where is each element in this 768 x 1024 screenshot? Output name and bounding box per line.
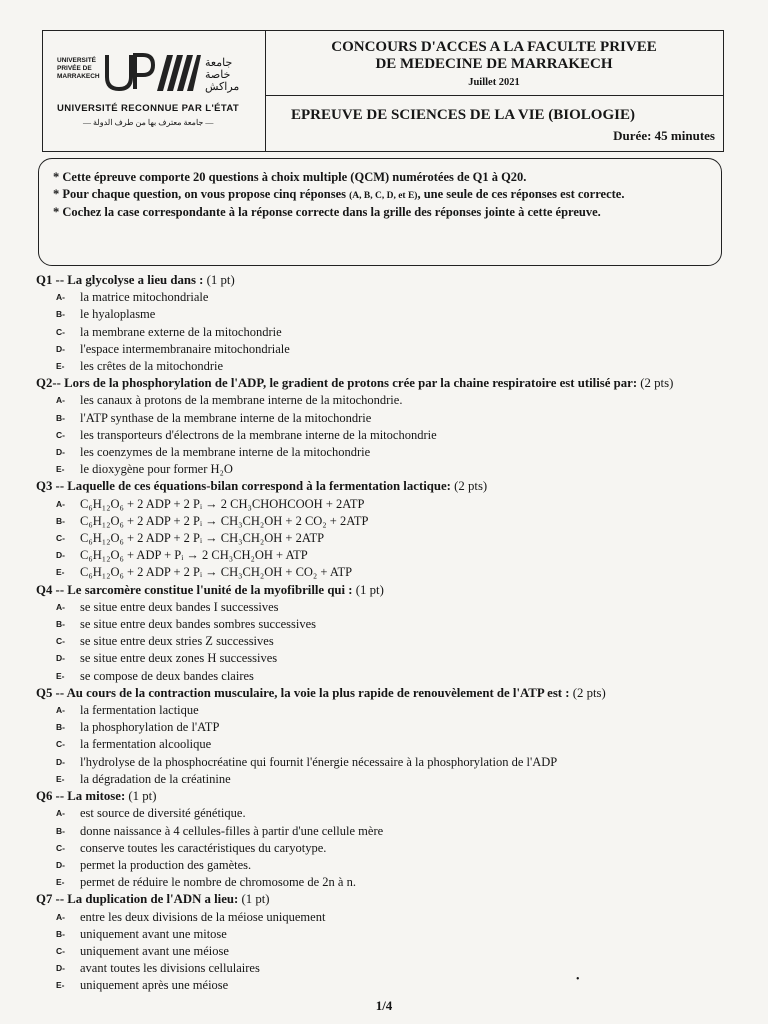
- option-text: C₆H₁₂O₆ + 2 ADP + 2 Pᵢ → CH₃CH₂OH + 2ATP: [80, 531, 325, 546]
- option-letter: D-: [56, 756, 65, 767]
- option-letter: B-: [56, 619, 65, 630]
- option-letter: A-: [56, 292, 65, 303]
- option-text: l'hydrolyse de la phosphocréatine qui fournit l'énergie nécessaire à la phosphorylation de l'ADP: [80, 754, 558, 769]
- question-points: (2 pts): [572, 685, 606, 700]
- answer-option: [36, 461, 736, 478]
- option-letter: B-: [56, 722, 65, 733]
- answer-option: [36, 564, 736, 581]
- page-number: 1/4: [375, 998, 393, 1013]
- answer-option: [36, 289, 736, 306]
- scan-speck: •: [576, 974, 580, 985]
- option-letter: A-: [56, 498, 65, 509]
- instructions-box: [38, 158, 722, 266]
- option-letter: E-: [56, 877, 65, 888]
- option-letter: D-: [56, 447, 65, 458]
- answer-option: [36, 410, 736, 427]
- option-text: les crêtes de la mitochondrie: [80, 359, 223, 374]
- option-text: les canaux à protons de la membrane interne de la mitochondrie.: [80, 393, 403, 408]
- exam-date: Juillet 2021: [468, 77, 520, 88]
- option-text: se situe entre deux zones H successives: [80, 651, 278, 666]
- option-text: la dégradation de la créatinine: [80, 771, 231, 786]
- university-logo: [43, 31, 266, 151]
- exam-header: [42, 30, 724, 152]
- option-letter: B-: [56, 412, 65, 423]
- answer-option: [36, 358, 736, 375]
- answer-option: [36, 324, 736, 341]
- option-letter: A-: [56, 705, 65, 716]
- question-points: (1 pt): [128, 789, 157, 804]
- question-7: [36, 891, 736, 994]
- question-points: (1 pt): [355, 582, 384, 597]
- instruction-line: * Pour chaque question, on vous propose cinq réponses (A, B, C, D, et E), une seule de ces réponses est correcte.: [53, 186, 625, 201]
- option-text: les coenzymes de la membrane interne de la mitochondrie: [80, 445, 371, 460]
- answer-option: [36, 960, 736, 977]
- option-text: avant toutes les divisions cellulaires: [80, 961, 260, 976]
- option-text: se situe entre deux bandes I successives: [80, 599, 279, 614]
- option-letter: B-: [56, 515, 65, 526]
- answer-option: [36, 341, 736, 358]
- question-points: (2 pts): [640, 376, 674, 391]
- option-text: conserve toutes les caractéristiques du caryotype.: [80, 840, 327, 855]
- answer-option: [36, 977, 736, 994]
- option-text: l'ATP synthase de la membrane interne de la mitochondrie: [80, 410, 372, 425]
- option-text: se situe entre deux stries Z successives: [80, 634, 274, 649]
- option-letter: E-: [56, 361, 65, 372]
- option-text: le dioxygène pour former H₂O: [80, 462, 233, 477]
- exam-title-block: [265, 31, 723, 151]
- answer-option: [36, 926, 736, 943]
- option-text: C₆H₁₂O₆ + 2 ADP + 2 Pᵢ → 2 CH₃CHOHCOOH + 2ATP: [80, 496, 365, 511]
- answer-option: [36, 943, 736, 960]
- option-letter: B-: [56, 309, 65, 320]
- question-title: Q5 -- Au cours de la contraction musculaire, la voie la plus rapide de renouvèlement de l'ATP est : (2 pts): [36, 685, 606, 700]
- question-2: [36, 375, 736, 478]
- instruction-line: * Cochez la case correspondante à la réponse correcte dans la grille des réponses jointe à cette épreuve.: [53, 205, 601, 219]
- option-text: la membrane externe de la mitochondrie: [80, 324, 282, 339]
- question-list: [36, 272, 736, 995]
- option-letter: D-: [56, 343, 65, 354]
- answer-option: [36, 650, 736, 667]
- answer-option: [36, 306, 736, 323]
- option-letter: A-: [56, 808, 65, 819]
- answer-option: [36, 616, 736, 633]
- logo-tagline-arabic: — جامعة معترف بها من طرف الدولة —: [83, 118, 214, 127]
- question-title: Q7 -- La duplication de l'ADN a lieu: (1 pt): [36, 892, 270, 907]
- option-letter: A-: [56, 911, 65, 922]
- option-text: uniquement avant une mitose: [80, 926, 227, 941]
- option-text: l'espace intermembranaire mitochondriale: [80, 341, 290, 356]
- answer-option: [36, 702, 736, 719]
- question-1: [36, 272, 736, 375]
- option-letter: C-: [56, 739, 65, 750]
- option-letter: E-: [56, 670, 65, 681]
- header-divider: [265, 95, 723, 96]
- answer-option: [36, 392, 736, 409]
- option-text: uniquement après une méiose: [80, 978, 229, 993]
- option-letter: B-: [56, 928, 65, 939]
- question-6: [36, 788, 736, 891]
- option-letter: A-: [56, 395, 65, 406]
- option-letter: D-: [56, 550, 65, 561]
- question-4: [36, 582, 736, 685]
- option-letter: C-: [56, 533, 65, 544]
- answer-option: [36, 771, 736, 788]
- option-text: les transporteurs d'électrons de la membrane interne de la mitochondrie: [80, 427, 437, 442]
- up-logo-icon: [105, 51, 201, 95]
- answer-option: [36, 823, 736, 840]
- option-letter: D-: [56, 859, 65, 870]
- question-title: Q3 -- Laquelle de ces équations-bilan correspond à la fermentation lactique: (2 pts): [36, 479, 488, 494]
- answer-option: [36, 513, 736, 530]
- option-text: permet la production des gamètes.: [80, 857, 252, 872]
- question-3: [36, 478, 736, 581]
- option-letter: C-: [56, 842, 65, 853]
- option-text: se compose de deux bandes claires: [80, 668, 254, 683]
- logo-university-name: UNIVERSITÉ PRIVÉE DE MARRAKECH: [57, 57, 100, 80]
- question-points: (1 pt): [206, 273, 235, 287]
- option-letter: E-: [56, 567, 65, 578]
- option-letter: C-: [56, 945, 65, 956]
- option-text: donne naissance à 4 cellules-filles à partir d'une cellule mère: [80, 823, 384, 838]
- option-letter: E-: [56, 773, 65, 784]
- option-text: uniquement avant une méiose: [80, 943, 229, 958]
- option-text: C₆H₁₂O₆ + 2 ADP + 2 Pᵢ → CH₃CH₂OH + 2 CO₂ + 2ATP: [80, 513, 369, 528]
- answer-option: [36, 496, 736, 513]
- answer-option: [36, 719, 736, 736]
- answer-option: [36, 909, 736, 926]
- answer-option: [36, 668, 736, 685]
- answer-option: [36, 427, 736, 444]
- instruction-line: * Cette épreuve comporte 20 questions à choix multiple (QCM) numérotées de Q1 à Q20.: [53, 170, 527, 184]
- answer-option: [36, 840, 736, 857]
- option-letter: D-: [56, 653, 65, 664]
- answer-option: [36, 444, 736, 461]
- exam-duration: Durée: 45 minutes: [613, 128, 715, 143]
- logo-arabic-name: جامعة خاصة مراكش: [205, 57, 240, 93]
- option-letter: A-: [56, 601, 65, 612]
- question-title: Q4 -- Le sarcomère constitue l'unité de la myofibrille qui : (1 pt): [36, 582, 384, 597]
- option-text: C₆H₁₂O₆ + 2 ADP + 2 Pᵢ → CH₃CH₂OH + CO₂ + ATP: [80, 565, 353, 580]
- answer-option: [36, 874, 736, 891]
- answer-option: [36, 530, 736, 547]
- question-points: (2 pts): [454, 479, 488, 494]
- option-letter: D-: [56, 963, 65, 974]
- exam-subject: EPREUVE DE SCIENCES DE LA VIE (BIOLOGIE): [291, 107, 635, 123]
- option-text: permet de réduire le nombre de chromosome de 2n à n.: [80, 875, 356, 890]
- option-text: le hyaloplasme: [80, 307, 156, 322]
- option-letter: C-: [56, 326, 65, 337]
- exam-title: CONCOURS D'ACCES A LA FACULTE PRIVEE DE MEDECINE DE MARRAKECH: [331, 39, 657, 72]
- option-text: la matrice mitochondriale: [80, 290, 209, 305]
- option-text: la fermentation alcoolique: [80, 737, 212, 752]
- option-text: la phosphorylation de l'ATP: [80, 720, 220, 735]
- question-title: Q2-- Lors de la phosphorylation de l'ADP, le gradient de protons crée par la chaine respiratoire est utilisé par: (2 pts): [36, 376, 674, 391]
- option-letter: C-: [56, 636, 65, 647]
- question-title: Q1 -- La glycolyse a lieu dans : (1 pt): [36, 273, 235, 287]
- answer-option: [36, 805, 736, 822]
- option-letter: B-: [56, 825, 65, 836]
- option-letter: E-: [56, 980, 65, 991]
- question-5: [36, 685, 736, 788]
- answer-option: [36, 857, 736, 874]
- question-title: Q6 -- La mitose: (1 pt): [36, 789, 157, 804]
- question-points: (1 pt): [241, 892, 270, 907]
- answer-option: [36, 547, 736, 564]
- option-text: se situe entre deux bandes sombres successives: [80, 617, 317, 632]
- answer-option: [36, 736, 736, 753]
- option-text: C₆H₁₂O₆ + ADP + Pᵢ → 2 CH₃CH₂OH + ATP: [80, 548, 308, 563]
- option-text: la fermentation lactique: [80, 703, 199, 718]
- answer-option: [36, 633, 736, 650]
- answer-option: [36, 599, 736, 616]
- option-text: entre les deux divisions de la méiose uniquement: [80, 909, 326, 924]
- option-letter: C-: [56, 429, 65, 440]
- answer-option: [36, 754, 736, 771]
- option-text: est source de diversité génétique.: [80, 806, 246, 821]
- logo-tagline: UNIVERSITÉ RECONNUE PAR L'ÉTAT: [57, 103, 240, 114]
- option-letter: E-: [56, 464, 65, 475]
